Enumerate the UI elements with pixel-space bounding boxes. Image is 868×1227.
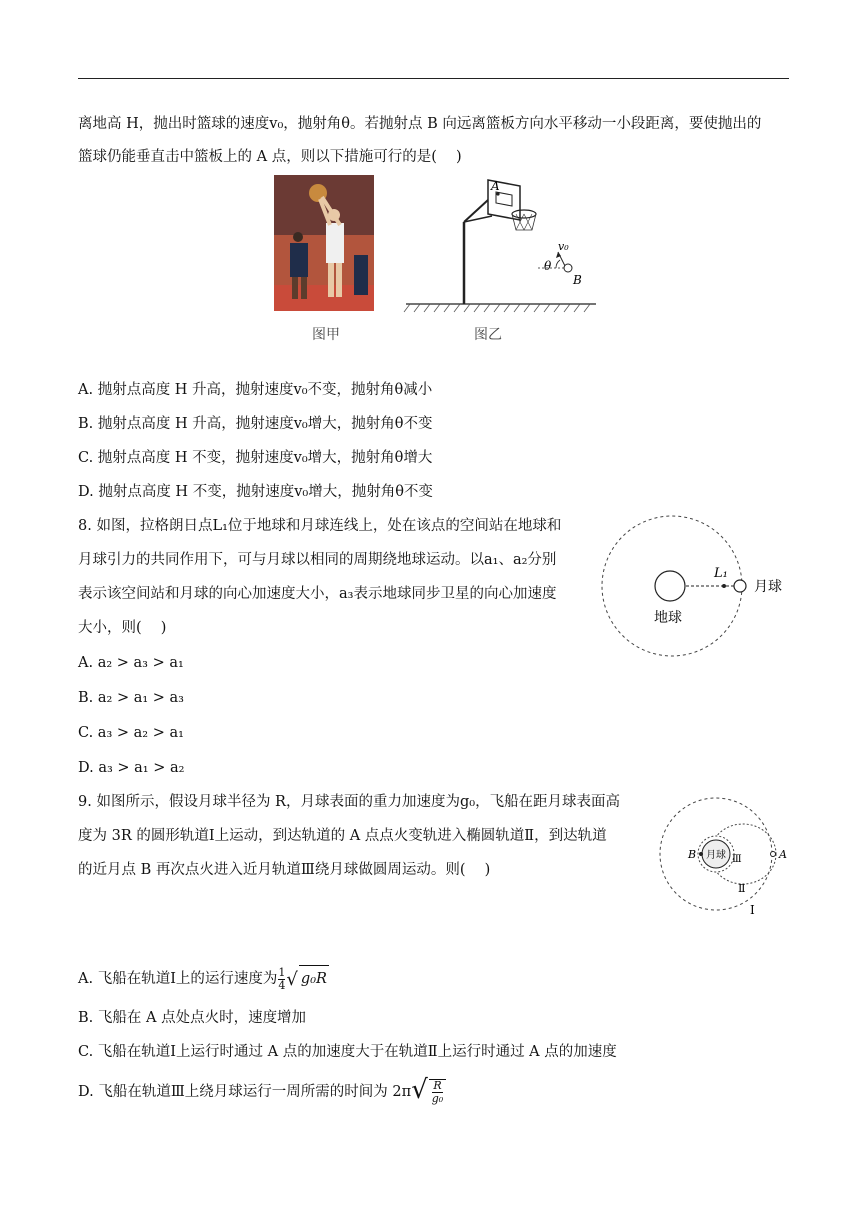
q9-option-a: A. 飞船在轨道Ⅰ上的运行速度为 $\frac{1}{4}$ √ g₀R: [78, 965, 327, 992]
basketball-photo: [274, 175, 374, 311]
q9-stem-line2: 度为 3R 的圆形轨道Ⅰ上运动，到达轨道的 A 点点火变轨进入椭圆轨道Ⅱ，到达轨道: [78, 828, 607, 844]
header-rule: [78, 78, 789, 79]
label-B: B: [573, 273, 582, 287]
q7-stem-line1: 离地高 H，抛出时篮球的速度v₀，抛射角θ。若抛射点 B 向远离篮板方向水平移动一小段距离，要使抛出的: [78, 116, 762, 132]
q8-stem-line1: 8. 如图，拉格朗日点L₁位于地球和月球连线上，处在该点的空间站在地球和: [78, 518, 562, 534]
earth-moon-diagram: [600, 514, 794, 662]
q7-option-b: B. 抛射点高度 H 升高，抛射速度v₀增大，抛射角θ不变: [78, 416, 433, 432]
label-orbit-I: Ⅰ: [750, 903, 755, 917]
q9-stem-line1: 9. 如图所示，假设月球半径为 R，月球表面的重力加速度为g₀，飞船在距月球表面高: [78, 794, 621, 810]
label-orbit-III: Ⅲ: [732, 854, 742, 865]
q7-stem-line2: 篮球仍能垂直击中篮板上的 A 点，则以下措施可行的是( ): [78, 149, 462, 165]
orbit-diagram: [652, 792, 798, 920]
sqrt-R-over-g0: $\frac{R}{\text{g₀}}$: [429, 1079, 446, 1105]
q7-option-c: C. 抛射点高度 H 不变，抛射速度v₀增大，抛射角θ增大: [78, 450, 433, 466]
q8-option-b: B. a₂ > a₁ > a₃: [78, 690, 184, 706]
q7-option-a: A. 抛射点高度 H 升高，抛射速度v₀不变，抛射角θ减小: [78, 382, 433, 398]
label-A-orbit: A: [779, 848, 787, 861]
q9-option-d-text: D. 飞船在轨道Ⅲ上绕月球运行一周所需的时间为 2π: [78, 1084, 412, 1100]
label-theta: θ: [544, 259, 552, 273]
q8-stem-line2: 月球引力的共同作用下，可与月球以相同的周期绕地球运动。以a₁、a₂分别: [78, 552, 557, 568]
q7-option-d: D. 抛射点高度 H 不变，抛射速度v₀增大，抛射角θ不变: [78, 484, 433, 500]
hoop-diagram: [400, 172, 600, 314]
q8-stem-line3: 表示该空间站和月球的向心加速度大小，a₃表示地球同步卫星的向心加速度: [78, 586, 557, 602]
q8-stem-line4: 大小，则( ): [78, 620, 167, 636]
label-earth: 地球: [654, 610, 682, 626]
q9-option-b: B. 飞船在 A 点处点火时，速度增加: [78, 1010, 307, 1026]
label-moon-orbit: 月球: [706, 850, 726, 861]
fraction-one-quarter: $\frac{1}{4}$: [278, 965, 286, 992]
q9-option-c: C. 飞船在轨道Ⅰ上运行时通过 A 点的加速度大于在轨道Ⅱ上运行时通过 A 点的加速度: [78, 1044, 617, 1060]
q8-option-c: C. a₃ > a₂ > a₁: [78, 725, 184, 741]
q9-stem-line3: 的近月点 B 再次点火进入近月轨道Ⅲ绕月球做圆周运动。则( ): [78, 862, 491, 878]
label-B-orbit: B: [688, 848, 697, 861]
fig1-caption: 图甲: [312, 327, 340, 343]
q9-option-d: D. 飞船在轨道Ⅲ上绕月球运行一周所需的时间为 2π√ $\frac{R}{\text{g₀}}$: [78, 1074, 447, 1108]
fig2-caption: 图乙: [474, 327, 502, 343]
label-orbit-II: Ⅱ: [738, 882, 746, 895]
label-moon: 月球: [754, 579, 782, 595]
q8-option-d: D. a₃ > a₁ > a₂: [78, 760, 185, 776]
label-L1: L₁: [714, 566, 728, 581]
q9-option-a-text: A. 飞船在轨道Ⅰ上的运行速度为: [78, 971, 278, 987]
label-A: A: [491, 179, 500, 193]
label-v0: v₀: [558, 240, 569, 253]
sqrt-g0R: g₀R: [299, 965, 329, 992]
q8-option-a: A. a₂ > a₃ > a₁: [78, 655, 184, 671]
